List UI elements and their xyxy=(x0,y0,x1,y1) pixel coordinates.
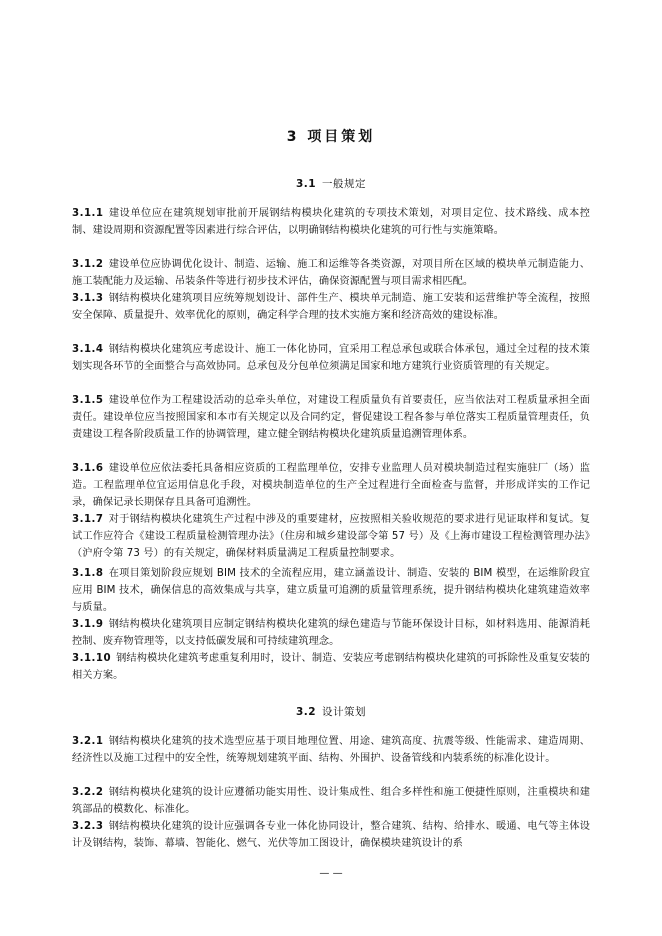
clause-number: 3.1.1 xyxy=(72,208,104,219)
clause-number: 3.1.8 xyxy=(72,568,104,579)
clause-3-1-4 xyxy=(72,341,590,375)
section-title-text: 一般规定 xyxy=(322,178,367,190)
page-number: — — xyxy=(319,868,343,879)
section-title-3-1 xyxy=(0,176,662,191)
clause-number: 3.1.9 xyxy=(72,619,104,630)
clause-3-1-7 xyxy=(72,511,590,562)
clause-3-1-8 xyxy=(72,565,590,616)
chapter-title-text: 项目策划 xyxy=(307,129,376,145)
clause-3-1-9 xyxy=(72,616,590,650)
clause-text: 钢结构模块化建筑应考虑设计、施工一体化协同，宜采用工程总承包或联合体承包，通过全过程的技术策划实现各环节的全面整合与高效协同。总承包及分包单位须满足国家和地方建筑行业资质管理的有关规定。 xyxy=(72,344,590,372)
clause-3-1-1 xyxy=(72,205,590,239)
clause-text: 钢结构模块化建筑项目应制定钢结构模块化建筑的绿色建造与节能环保设计目标，如材料选用、能源消耗控制、废弃物管理等，以支持低碳发展和可持续建筑理念。 xyxy=(72,619,590,647)
clause-3-1-10 xyxy=(72,650,590,684)
clause-text: 钢结构模块化建筑的技术选型应基于项目地理位置、用途、建筑高度、抗震等级、性能需求、建造周期、经济性以及施工过程中的安全性，统筹规划建筑平面、结构、外围护、设备管线和内装系统的标准化设计。 xyxy=(72,736,590,764)
clause-number: 3.1.7 xyxy=(72,514,104,525)
clause-text: 建设单位作为工程建设活动的总牵头单位，对建设工程质量负有首要责任，应当依法对工程质量承担全面责任。建设单位应当按照国家和本市有关规定以及合同约定，督促建设工程各参与单位落实工程质量管理责任，负责建设工程各阶段质量工作的协调管理，建立健全钢结构模块化建筑质量追溯管理体系。 xyxy=(72,395,590,440)
section-number: 3.1 xyxy=(295,178,317,190)
clause-3-1-6 xyxy=(72,460,590,511)
clause-number: 3.1.10 xyxy=(72,653,112,664)
clause-3-2-1 xyxy=(72,733,590,767)
clause-number: 3.1.4 xyxy=(72,344,104,355)
section-number: 3.2 xyxy=(295,706,317,718)
clause-text: 钢结构模块化建筑的设计应遵循功能实用性、设计集成性、组合多样性和施工便捷性原则，注重模块和建筑部品的模数化、标准化。 xyxy=(72,787,590,815)
clause-number: 3.2.3 xyxy=(72,821,104,832)
clause-text: 钢结构模块化建筑考虑重复利用时，设计、制造、安装应考虑钢结构模块化建筑的可拆除性及重复安装的相关方案。 xyxy=(72,653,590,681)
clause-number: 3.1.5 xyxy=(72,395,104,406)
clause-text: 对于钢结构模块化建筑生产过程中涉及的重要建材，应按照相关验收规范的要求进行见证取样和复试。复试工作应符合《建设工程质量检测管理办法》（住房和城乡建设部令第 57 号）及《上海市建设工程检测管理办法》（沪府令第 73 号）的有关规定，确保材料质量满足工程质量控制要求。 xyxy=(72,514,590,559)
section-title-text: 设计策划 xyxy=(322,706,367,718)
clause-text: 钢结构模块化建筑项目应统筹规划设计、部件生产、模块单元制造、施工安装和运营维护等全流程，按照安全保障、质量提升、效率优化的原则，确定科学合理的技术实施方案和经济高效的建设标准。 xyxy=(72,293,590,321)
clause-text: 在项目策划阶段应规划 BIM 技术的全流程应用，建立涵盖设计、制造、安装的 BIM 模型，在运维阶段宜应用 BIM 技术，确保信息的高效集成与共享，建立质量可追溯的质量管理系统，提升钢结构模块化建筑建造效率与质量。 xyxy=(72,568,590,613)
section-title-3-2 xyxy=(0,704,662,719)
clause-number: 3.2.2 xyxy=(72,787,104,798)
clause-number: 3.1.2 xyxy=(72,259,104,270)
clause-number: 3.2.1 xyxy=(72,736,104,747)
clause-text: 建设单位应在建筑规划审批前开展钢结构模块化建筑的专项技术策划，对项目定位、技术路线、成本控制、建设周期和资源配置等因素进行综合评估，以明确钢结构模块化建筑的可行性与实施策略。 xyxy=(72,208,590,236)
clause-text: 钢结构模块化建筑的设计应强调各专业一体化协同设计，整合建筑、结构、给排水、暖通、电气等主体设计及钢结构，装饰、幕墙、智能化、燃气、光伏等加工图设计，确保模块建筑设计的系 xyxy=(72,821,590,849)
clause-text: 建设单位应依法委托具备相应资质的工程监理单位，安排专业监理人员对模块制造过程实施驻厂（场）监造。工程监理单位宜运用信息化手段，对模块制造单位的生产全过程进行全面检查与监督，并形成详实的工作记录，确保记录长期保存且具备可追溯性。 xyxy=(72,463,590,508)
clause-3-2-2 xyxy=(72,784,590,818)
chapter-title xyxy=(0,126,662,146)
chapter-number: 3 xyxy=(286,129,300,145)
clause-3-2-3 xyxy=(72,818,590,852)
clause-3-1-2 xyxy=(72,256,590,290)
clause-3-1-5 xyxy=(72,392,590,443)
clause-number: 3.1.6 xyxy=(72,463,104,474)
clause-number: 3.1.3 xyxy=(72,293,104,304)
clause-3-1-3 xyxy=(72,290,590,324)
clause-text: 建设单位应协调优化设计、制造、运输、施工和运维等各类资源，对项目所在区域的模块单元制造能力、施工装配能力及运输、吊装条件等进行初步技术评估，确保资源配置与项目需求相匹配。 xyxy=(72,259,590,287)
